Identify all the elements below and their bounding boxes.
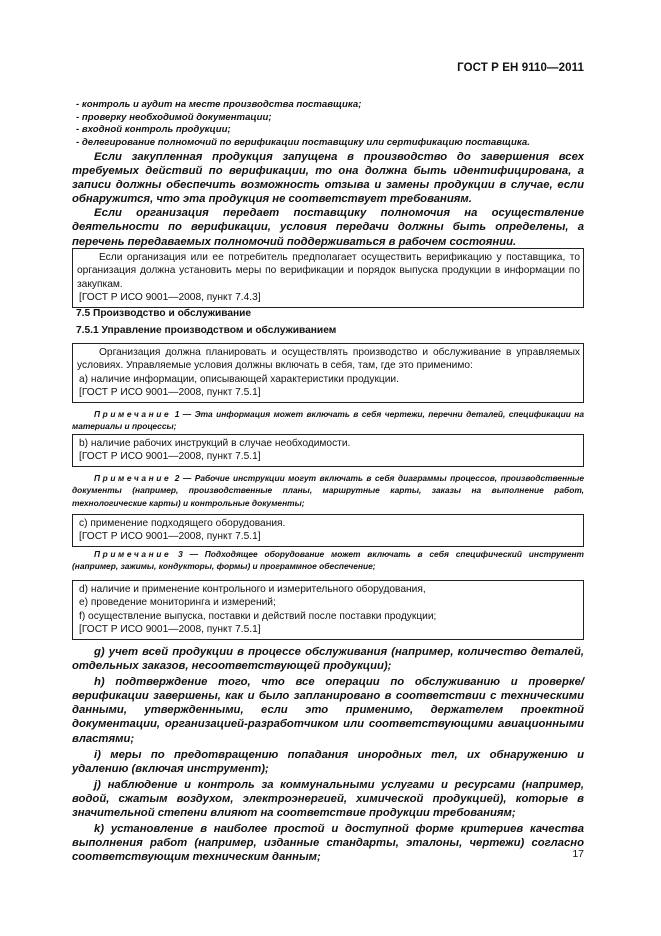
quote-item-f: f) осуществление выпуска, поставки и действий после поставки продукции; (79, 610, 437, 622)
paragraph-block (72, 150, 584, 249)
section-7-5-1-title: 7.5.1 Управление производством и обслуживанием (76, 325, 337, 336)
quote-item-a: а) наличие информации, описывающей характеристики продукции. (79, 373, 399, 385)
quote-item-e: е) проведение мониторинга и измерений; (79, 597, 276, 609)
requirement-item-h: h) подтверждение того, что все операции по обслуживанию и проверке/верификации завершены, как и было запланировано в соответствии с техническими данными, утвержденными, если это применимо, держателем проектной документации, организацией-разработчиком или соответствующими авиационными властями; (72, 676, 584, 745)
requirements-list (72, 645, 584, 864)
quote-reference: [ГОСТ Р ИСО 9001—2008, пункт 7.4.3] (79, 292, 261, 304)
note-1 (72, 408, 584, 433)
quote-box-7-5-1-b (72, 434, 584, 467)
note-text: — Эта информация может включать в себя чертежи, перечни деталей, спецификации на материалы и процессы; (72, 409, 585, 432)
quote-box-7-5-1-c (72, 514, 584, 547)
dash-item: - входной контроль продукции; (76, 124, 582, 137)
quote-text: Организация должна планировать и осуществлять производство и обслуживание в управляемых условиях. Управляемые условия должны включать в себя, там, где это применимо: (77, 347, 580, 372)
quote-reference: [ГОСТ Р ИСО 9001—2008, пункт 7.5.1] (79, 531, 261, 543)
requirement-item-k: k) установление в наиболее простой и доступной форме критериев качества выполнения работ (например, изданные стандарты, эталоны, чертежи) согласно соответствующим техническим данным; (72, 823, 584, 864)
quote-box-7-5-1-d-f (72, 580, 584, 640)
note-number: 2 (174, 473, 180, 483)
note-label: Примечание (94, 409, 172, 419)
quote-item-d: d) наличие и применение контрольного и измерительного оборудования, (79, 584, 426, 595)
quote-box-7-5-1-a (72, 343, 584, 403)
note-label: Примечание (94, 473, 172, 483)
note-text: — Подходящее оборудование может включать в себя специфический инструмент (например, зажимы, кондукторы, формы) и программное обеспечение; (72, 549, 584, 572)
note-number: 1 (174, 409, 180, 419)
note-label: Примечание (94, 549, 172, 559)
dash-item: - проверку необходимой документации; (76, 112, 582, 125)
quote-box-7-4-3 (72, 248, 584, 308)
document-header-code: ГОСТ Р ЕН 9110—2011 (457, 62, 584, 74)
paragraph-delegation: Если организация передает поставщику полномочия на осуществление деятельности по верификации, условия передачи должны быть определены, а перечень передаваемых полномочий поддерживаться в рабочем состоянии. (72, 207, 584, 248)
section-7-5-title: 7.5 Производство и обслуживание (76, 308, 252, 319)
dash-item: - контроль и аудит на месте производства поставщика; (76, 99, 582, 112)
note-2 (72, 472, 584, 509)
note-3 (72, 548, 584, 573)
quote-reference: [ГОСТ Р ИСО 9001—2008, пункт 7.5.1] (79, 451, 261, 463)
requirement-item-j: j) наблюдение и контроль за коммунальными услугами и ресурсами (например, водой, сжатым воздухом, электроэнергией, химической продукцией), которые в значительной степени влияют на соответствие продукции требованиям; (72, 778, 584, 820)
dash-item: - делегирование полномочий по верификации поставщику или сертификацию поставщика. (76, 137, 582, 150)
page-number: 17 (572, 848, 584, 860)
quote-item-b: b) наличие рабочих инструкций в случае необходимости. (79, 438, 351, 449)
quote-reference: [ГОСТ Р ИСО 9001—2008, пункт 7.5.1] (79, 624, 261, 636)
quote-item-c: с) применение подходящего оборудования. (79, 518, 286, 529)
requirement-item-i: i) меры по предотвращению попадания инородных тел, их обнаружению и удалению (включая инструмент); (72, 748, 584, 775)
dash-list (76, 99, 582, 149)
section-headings (72, 307, 584, 338)
quote-reference: [ГОСТ Р ИСО 9001—2008, пункт 7.5.1] (79, 387, 261, 399)
quote-text: Если организация или ее потребитель предполагает осуществить верификацию у поставщика, то организация должна установить меры по верификации и порядок выпуска продукции в информации по закупкам. (77, 252, 580, 290)
paragraph-identification: Если закупленная продукция запущена в производство до завершения всех требуемых действий по верификации, то она должна быть идентифицирована, а записи должны обеспечить возможность отзыва и замены продукции в случае, если обнаружится, что эта продукция не соответствует требованиям. (72, 151, 584, 206)
requirement-item-g: g) учет всей продукции в процессе обслуживания (например, количество деталей, отдельных заказов, несоответствующей продукции); (72, 646, 584, 673)
note-number: 3 (178, 549, 183, 559)
note-text: — Рабочие инструкции могут включать в себя диаграммы процессов, производственные документы (например, производственные планы, маршрутные карты, заказы на выполнение работ, технологические карты) и контрольные документы; (72, 473, 584, 508)
